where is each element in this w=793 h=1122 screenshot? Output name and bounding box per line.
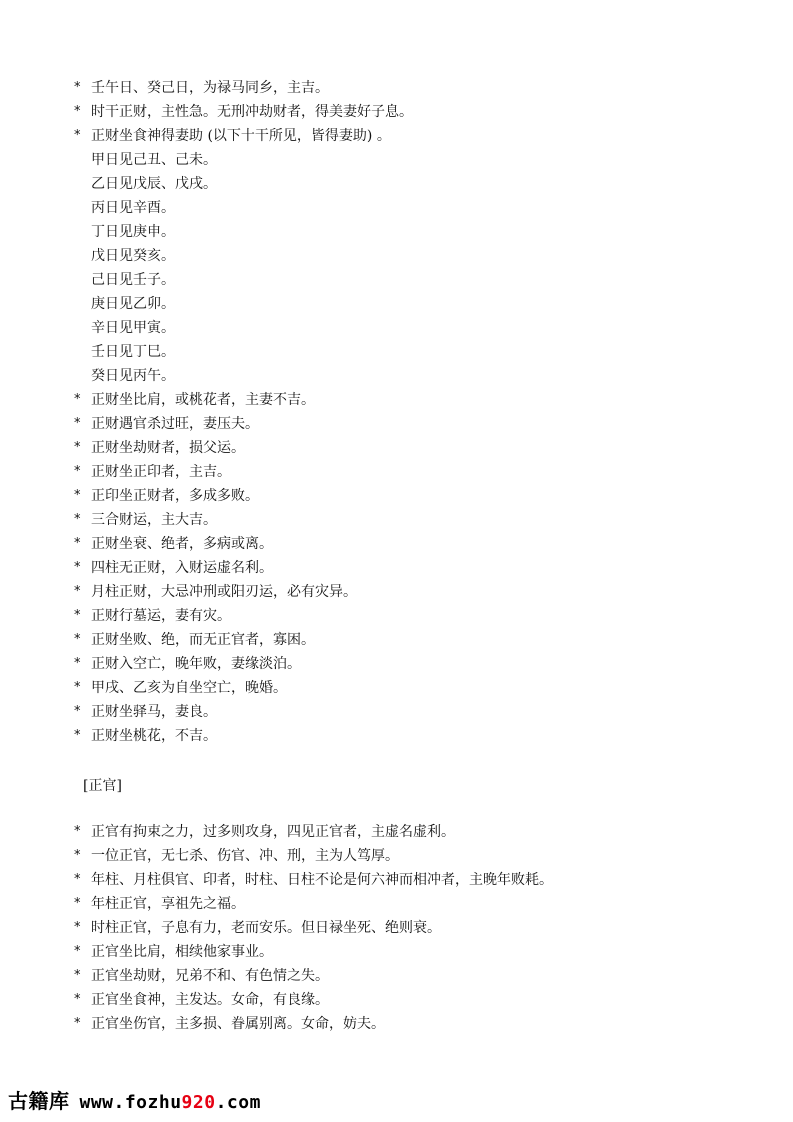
list-item-text: 正官有拘束之力，过多则攻身，四见正官者，主虚名虚利。: [91, 824, 455, 840]
list-item: [74, 484, 774, 508]
bullet-marker: *: [74, 392, 81, 407]
list-item: [74, 628, 774, 652]
sub-list-item-text: 癸日见丙午。: [91, 368, 175, 384]
bullet-marker: *: [74, 992, 81, 1007]
section-zhengguan-list: [74, 820, 774, 1036]
sub-list-item-text: 乙日见戊辰、戊戌。: [91, 176, 217, 192]
bullet-marker: *: [74, 704, 81, 719]
sub-list-item-text: 己日见壬子。: [91, 272, 175, 288]
bullet-marker: *: [74, 584, 81, 599]
list-item-text: 年柱正官，享祖先之福。: [91, 896, 245, 912]
bullet-marker: *: [74, 872, 81, 887]
sub-list-item: [74, 148, 774, 172]
list-item: [74, 388, 774, 412]
list-item-text: 正财坐桃花，不吉。: [91, 728, 217, 744]
footer-brand: 古籍库: [8, 1089, 70, 1113]
list-item: [74, 604, 774, 628]
bullet-marker: *: [74, 824, 81, 839]
list-item-text: 四柱无正财，入财运虚名利。: [91, 560, 273, 576]
sub-list-item: [74, 268, 774, 292]
bullet-marker: *: [74, 848, 81, 863]
list-item: [74, 700, 774, 724]
bullet-marker: *: [74, 440, 81, 455]
bullet-marker: *: [74, 656, 81, 671]
sub-list-item: [74, 220, 774, 244]
list-item: [74, 820, 774, 844]
list-item: [74, 892, 774, 916]
bullet-marker: *: [74, 728, 81, 743]
list-item-text: 正官坐劫财，兄弟不和、有色情之失。: [91, 968, 329, 984]
sub-list-item: [74, 292, 774, 316]
list-item: [74, 940, 774, 964]
bullet-marker: *: [74, 536, 81, 551]
footer-watermark: [8, 1086, 261, 1116]
footer-site-prefix[interactable]: www.fozhu: [79, 1092, 182, 1113]
sub-list-item-text: 丙日见辛酉。: [91, 200, 175, 216]
bullet-marker: *: [74, 920, 81, 935]
list-item: [74, 580, 774, 604]
list-item: [74, 676, 774, 700]
bullet-marker: *: [74, 1016, 81, 1031]
section-zhengcai-list: [74, 76, 774, 748]
list-item-text: 正财坐劫财者，损父运。: [91, 440, 245, 456]
bullet-marker: *: [74, 416, 81, 431]
sub-list-item: [74, 244, 774, 268]
sub-list-item-text: 戊日见癸亥。: [91, 248, 175, 264]
list-item: [74, 436, 774, 460]
list-item: [74, 844, 774, 868]
bullet-marker: *: [74, 104, 81, 119]
sub-list-item-text: 丁日见庚申。: [91, 224, 175, 240]
sub-list-item-text: 壬日见丁巳。: [91, 344, 175, 360]
sub-list-item: [74, 316, 774, 340]
list-item: [74, 508, 774, 532]
list-item: [74, 964, 774, 988]
list-item-text: 壬午日、癸己日，为禄马同乡，主吉。: [91, 80, 329, 96]
sub-list-item-text: 甲日见己丑、己未。: [91, 152, 217, 168]
sub-list-item: [74, 196, 774, 220]
sub-list-item: [74, 340, 774, 364]
list-item: [74, 652, 774, 676]
list-item-text: 年柱、月柱俱官、印者，时柱、日柱不论是何六神而相冲者，主晚年败耗。: [91, 872, 553, 888]
bullet-marker: *: [74, 560, 81, 575]
list-item: [74, 124, 774, 148]
bullet-marker: *: [74, 896, 81, 911]
bullet-marker: *: [74, 680, 81, 695]
list-item-text: 正印坐正财者，多成多败。: [91, 488, 259, 504]
list-item-text: 正官坐食神，主发达。女命，有良缘。: [91, 992, 329, 1008]
list-item-text: 一位正官，无七杀、伤官、冲、刑，主为人笃厚。: [91, 848, 399, 864]
bullet-marker: *: [74, 512, 81, 527]
footer-site-suffix[interactable]: .com: [215, 1092, 261, 1113]
list-item-text: 甲戌、乙亥为自坐空亡，晚婚。: [91, 680, 287, 696]
list-item-text: 正财坐正印者，主吉。: [91, 464, 231, 480]
list-item-text: 时柱正官，子息有力，老而安乐。但日禄坐死、绝则衰。: [91, 920, 441, 936]
list-item-text: 正财坐败、绝，而无正官者，寡困。: [91, 632, 315, 648]
list-item-text: 正官坐伤官，主多损、眷属别离。女命，妨夫。: [91, 1016, 385, 1032]
bullet-marker: *: [74, 608, 81, 623]
list-item: [74, 868, 774, 892]
list-item-text: 正财入空亡，晚年败，妻缘淡泊。: [91, 656, 301, 672]
list-item-text: 正财坐衰、绝者，多病或离。: [91, 536, 273, 552]
list-item-text: 时干正财，主性急。无刑冲劫财者，得美妻好子息。: [91, 104, 413, 120]
sub-list-item: [74, 364, 774, 388]
footer-site-number[interactable]: 920: [181, 1092, 216, 1113]
list-item-text: 正财遇官杀过旺，妻压夫。: [91, 416, 259, 432]
list-item-text: 三合财运，主大吉。: [91, 512, 217, 528]
bullet-marker: *: [74, 464, 81, 479]
sub-list-item: [74, 172, 774, 196]
list-item-text: 正财坐驿马，妻良。: [91, 704, 217, 720]
sub-list-item-text: 庚日见乙卯。: [91, 296, 175, 312]
list-item-text: 正财坐食神得妻助 (以下十干所见，皆得妻助) 。: [91, 128, 391, 144]
bullet-marker: *: [74, 80, 81, 95]
list-item-text: 正财行墓运，妻有灾。: [91, 608, 231, 624]
list-item: [74, 1012, 774, 1036]
list-item-text: 正财坐比肩，或桃花者，主妻不吉。: [91, 392, 315, 408]
list-item: [74, 100, 774, 124]
list-item: [74, 76, 774, 100]
list-item-text: 月柱正财，大忌冲刑或阳刃运，必有灾异。: [91, 584, 357, 600]
sub-list-item-text: 辛日见甲寅。: [91, 320, 175, 336]
bullet-marker: *: [74, 128, 81, 143]
bullet-marker: *: [74, 488, 81, 503]
bullet-marker: *: [74, 944, 81, 959]
section-heading-zhengguan: [正官]: [83, 778, 122, 794]
list-item: [74, 916, 774, 940]
list-item-text: 正官坐比肩，相续他家事业。: [91, 944, 273, 960]
list-item: [74, 412, 774, 436]
list-item: [74, 988, 774, 1012]
list-item: [74, 724, 774, 748]
list-item: [74, 460, 774, 484]
list-item: [74, 556, 774, 580]
bullet-marker: *: [74, 968, 81, 983]
bullet-marker: *: [74, 632, 81, 647]
list-item: [74, 532, 774, 556]
